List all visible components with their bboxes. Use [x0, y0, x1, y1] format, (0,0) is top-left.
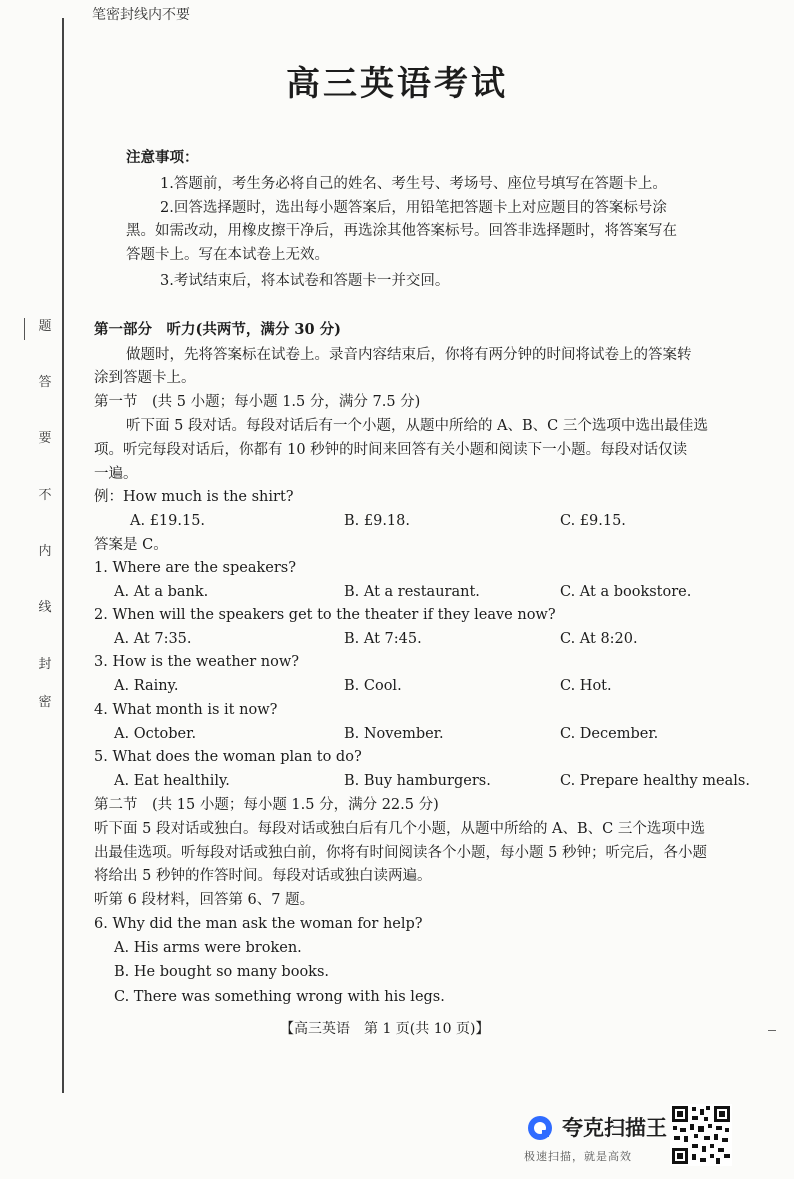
example-question: 例：How much is the shirt? — [94, 489, 294, 505]
seal-char: 封 — [38, 657, 52, 672]
seal-char: 答 — [38, 375, 52, 390]
section1-intro-line: 听下面 5 段对话。每段对话后有一个小题，从题中所给的 A、B、C 三个选项中选出最佳选 — [126, 418, 708, 434]
question-5-option-c: C. Prepare healthy meals. — [560, 773, 750, 789]
notice-line: 3.考试结束后，将本试卷和答题卡一并交回。 — [160, 273, 450, 289]
seal-char: 要 — [38, 431, 52, 446]
question-3-option-c: C. Hot. — [560, 678, 612, 694]
question-4-option-b: B. November. — [344, 726, 444, 742]
part1-intro-line: 涂到答题卡上。 — [94, 370, 196, 386]
question-6: 6. Why did the man ask the woman for help? — [94, 916, 423, 932]
seal-char: 内 — [38, 544, 52, 559]
section2-intro-line: 听下面 5 段对话或独白。每段对话或独白后有几个小题，从题中所给的 A、B、C 三个选项中选 — [94, 821, 705, 837]
question-2-option-c: C. At 8:20. — [560, 631, 638, 647]
notice-line: 2.回答选择题时，选出每小题答案后，用铅笔把答题卡上对应题目的答案标号涂 — [160, 200, 667, 216]
notice-line: 答题卡上。写在本试卷上无效。 — [126, 247, 329, 263]
question-5-option-b: B. Buy hamburgers. — [344, 773, 491, 789]
section1-intro-line: 项。听完每段对话后，你都有 10 秒钟的时间来回答有关小题和阅读下一小题。每段对话仅读 — [94, 442, 688, 458]
quark-logo-icon — [526, 1114, 554, 1142]
example-option-b: B. £9.18. — [344, 513, 410, 529]
notice-line: 黑。如需改动，用橡皮擦干净后，再选涂其他答案标号。回答非选择题时，将答案写在 — [126, 223, 677, 239]
question-2-option-a: A. At 7:35. — [114, 631, 192, 647]
seal-char: 题 — [38, 319, 52, 334]
section1-heading: 第一节 (共 5 小题；每小题 1.5 分，满分 7.5 分) — [94, 394, 421, 410]
brand-name: 夸克扫描王 — [562, 1116, 667, 1140]
margin-tick — [24, 318, 25, 340]
part1-heading: 第一部分 听力(共两节，满分 30 分) — [94, 321, 341, 338]
section2-intro-line: 出最佳选项。听每段对话或独白前，你将有时间阅读各个小题，每小题 5 秒钟；听完后，各小题 — [94, 845, 707, 861]
qr-code-icon — [670, 1104, 732, 1166]
seal-char: 不 — [38, 488, 52, 503]
question-6-option-b: B. He bought so many books. — [114, 964, 330, 980]
seal-char: 线 — [38, 600, 52, 615]
example-option-c: C. £9.15. — [560, 513, 626, 529]
page-footer: 【高三英语 第 1 页(共 10 页)】 — [280, 1021, 490, 1037]
cropped-header-text: 笔密封线内不要 — [92, 7, 190, 23]
material-instruction: 听第 6 段材料，回答第 6、7 题。 — [94, 892, 315, 908]
section2-heading: 第二节 (共 15 小题；每小题 1.5 分，满分 22.5 分) — [94, 797, 439, 813]
example-answer: 答案是 C。 — [94, 537, 168, 553]
question-1-option-a: A. At a bank. — [114, 584, 209, 600]
question-4-option-c: C. December. — [560, 726, 659, 742]
binding-margin-line — [62, 18, 64, 1093]
brand-slogan: 极速扫描，就是高效 — [524, 1150, 632, 1163]
question-2: 2. When will the speakers get to the theater if they leave now? — [94, 607, 556, 623]
question-1-option-b: B. At a restaurant. — [344, 584, 480, 600]
section1-intro-line: 一遍。 — [94, 466, 138, 482]
notice-line: 1.答题前，考生务必将自己的姓名、考生号、考场号、座位号填写在答题卡上。 — [160, 176, 667, 192]
question-1: 1. Where are the speakers? — [94, 560, 296, 576]
example-option-a: A. £19.15. — [130, 513, 206, 529]
notice-heading: 注意事项： — [126, 149, 199, 166]
question-6-option-a: A. His arms were broken. — [114, 940, 302, 956]
scanner-watermark — [522, 1100, 742, 1170]
question-4-option-a: A. October. — [114, 726, 197, 742]
question-6-option-c: C. There was something wrong with his legs. — [114, 989, 445, 1005]
question-5: 5. What does the woman plan to do? — [94, 749, 362, 765]
question-1-option-c: C. At a bookstore. — [560, 584, 692, 600]
question-4: 4. What month is it now? — [94, 702, 278, 718]
question-2-option-b: B. At 7:45. — [344, 631, 422, 647]
part1-intro-line: 做题时，先将答案标在试卷上。录音内容结束后，你将有两分钟的时间将试卷上的答案转 — [126, 347, 692, 363]
footer-dash — [768, 1030, 776, 1031]
question-3-option-a: A. Rainy. — [114, 678, 179, 694]
question-3: 3. How is the weather now? — [94, 654, 300, 670]
seal-char: 密 — [38, 695, 52, 710]
question-5-option-a: A. Eat healthily. — [114, 773, 230, 789]
section2-intro-line: 将给出 5 秒钟的作答时间。每段对话或独白读两遍。 — [94, 868, 432, 884]
exam-title: 高三英语考试 — [286, 64, 508, 104]
question-3-option-b: B. Cool. — [344, 678, 402, 694]
